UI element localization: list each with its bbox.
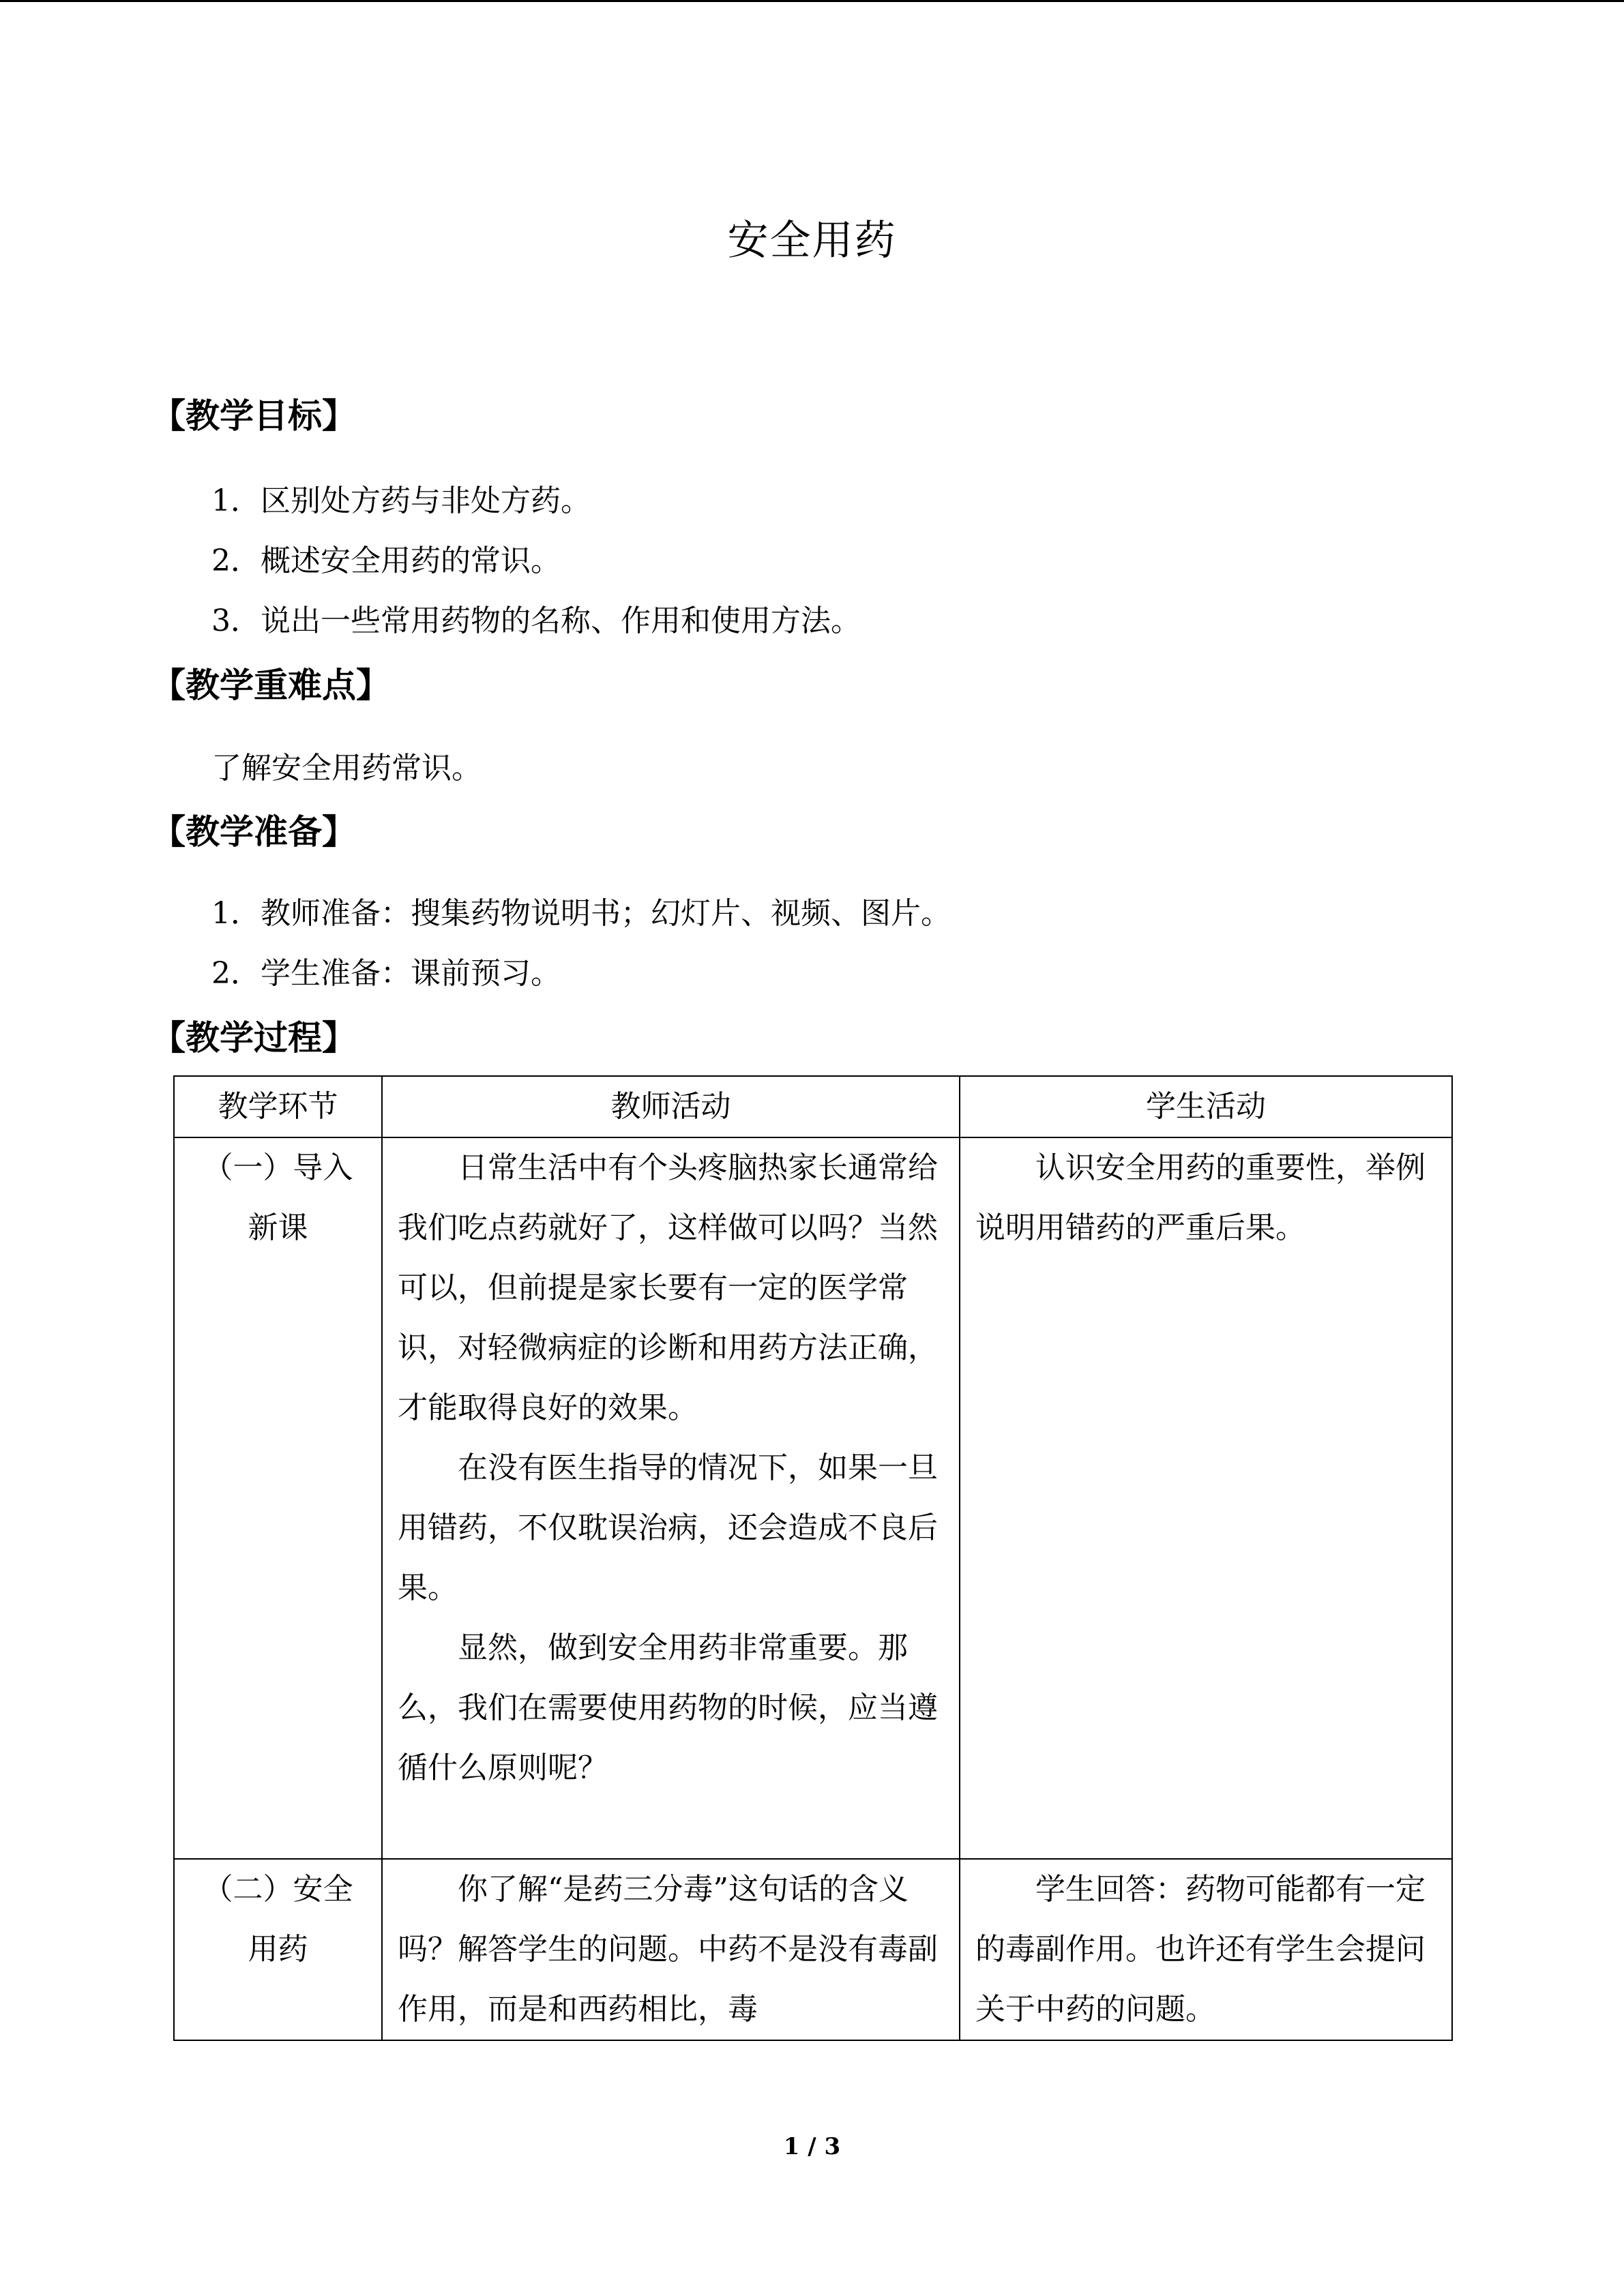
teacher-activity-cell xyxy=(382,1137,960,1859)
table-row xyxy=(174,1137,1452,1859)
column-header: 教师活动 xyxy=(382,1076,960,1137)
table-row xyxy=(174,1859,1452,2040)
stage-cell xyxy=(174,1859,382,2040)
preparation-item: 2．学生准备：课前预习。 xyxy=(211,956,561,991)
stage-label-line: （一）导入 xyxy=(203,1150,353,1185)
teaching-process-table xyxy=(173,1075,1453,2041)
student-paragraph: 认识安全用药的重要性，举例说明用错药的严重后果。 xyxy=(975,1150,1426,1245)
preparation-item: 1．教师准备：搜集药物说明书；幻灯片、视频、图片。 xyxy=(211,896,951,931)
table-header-row xyxy=(174,1076,1452,1137)
stage-cell xyxy=(174,1137,382,1859)
heading-key-points: 【教学重难点】 xyxy=(151,666,390,705)
teacher-paragraph: 在没有医生指导的情况下，如果一旦用错药，不仅耽误治病，还会造成不良后果。 xyxy=(398,1450,938,1605)
student-paragraph: 学生回答：药物可能都有一定的毒副作用。也许还有学生会提问关于中药的问题。 xyxy=(975,1872,1426,2027)
document-title: 安全用药 xyxy=(727,217,897,265)
teacher-paragraph: 显然，做到安全用药非常重要。那么，我们在需要使用药物的时候，应当遵循什么原则呢？ xyxy=(398,1630,938,1785)
stage-label-line: （二）安全 xyxy=(203,1872,353,1907)
page-number: 1 / 3 xyxy=(783,2133,841,2160)
key-points-text: 了解安全用药常识。 xyxy=(211,751,482,786)
stage-label-line: 用药 xyxy=(248,1932,308,1967)
heading-process: 【教学过程】 xyxy=(151,1018,356,1058)
stage-label-line: 新课 xyxy=(248,1210,308,1245)
column-header: 学生活动 xyxy=(960,1076,1452,1137)
goal-item: 2．概述安全用药的常识。 xyxy=(211,543,561,578)
teacher-paragraph: 你了解“是药三分毒”这句话的含义吗？解答学生的问题。中药不是没有毒副作用，而是和西药相比，毒 xyxy=(398,1872,938,2027)
goal-item: 3．说出一些常用药物的名称、作用和使用方法。 xyxy=(211,603,861,638)
student-activity-cell xyxy=(960,1859,1452,2040)
heading-preparation: 【教学准备】 xyxy=(151,812,356,852)
teacher-paragraph: 日常生活中有个头疼脑热家长通常给我们吃点药就好了，这样做可以吗？当然可以，但前提是家长要有一定的医学常识，对轻微病症的诊断和用药方法正确，才能取得良好的效果。 xyxy=(398,1150,938,1425)
teacher-activity-cell xyxy=(382,1859,960,2040)
heading-teaching-goals: 【教学目标】 xyxy=(151,396,356,436)
column-header: 教学环节 xyxy=(174,1076,382,1137)
top-border-line xyxy=(0,0,1624,2)
goal-item: 1．区别处方药与非处方药。 xyxy=(211,483,591,518)
student-activity-cell xyxy=(960,1137,1452,1859)
